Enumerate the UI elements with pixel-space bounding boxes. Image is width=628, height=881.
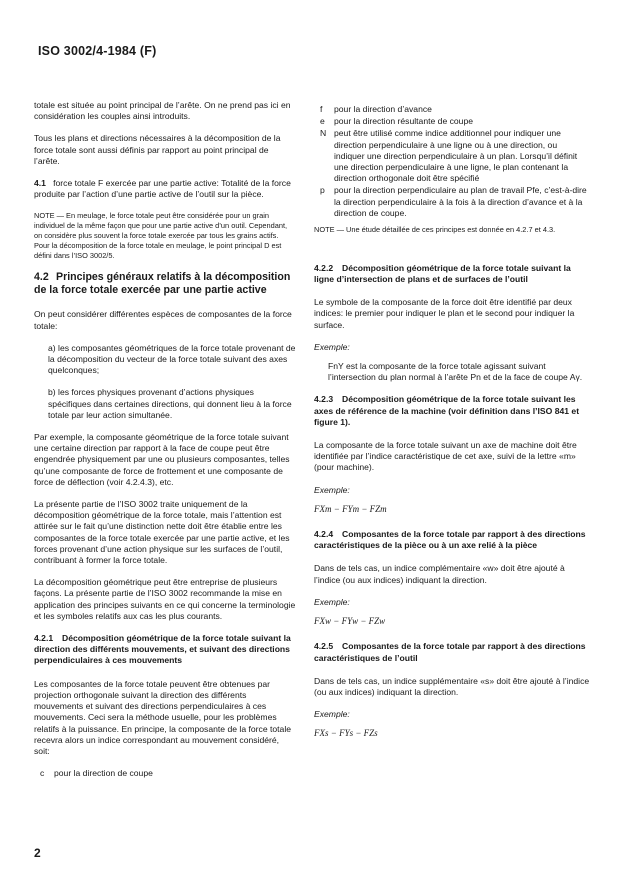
- list-item-a: a) les composantes géométriques de la force totale provenant de la décomposition du vecteur de la force totale suivant des axes quelconques;: [48, 342, 296, 376]
- list-key: p: [320, 185, 325, 196]
- list-key: N: [320, 128, 327, 139]
- list-item: [320, 116, 590, 127]
- paragraph: On peut considérer différentes espèces de composantes de la force totale:: [34, 309, 292, 331]
- example-label: [314, 597, 590, 608]
- paragraph: Le symbole de la composante de la force doit être identifié par deux indices: le premier pour indiquer le plan et le second pour indiquer la surface.: [314, 297, 575, 330]
- formula: FXs − FYs − FZs: [314, 728, 378, 739]
- formula: FXm − FYm − FZm: [314, 503, 387, 514]
- section-heading: [34, 633, 296, 667]
- paragraph: Tous les plans et directions nécessaires à la décomposition de la force totale sont aussi définis par rapport au point principal de l’arête.: [34, 133, 281, 166]
- paragraph: La décomposition géométrique peut être entreprise de plusieurs façons. La présente partie de l’ISO 3002 recommande la mise en application des principes suivants en ce qui concerne la terminologie et les symboles relatifs aux cas les plus courants.: [34, 577, 296, 621]
- example-label-text: Exemple:: [314, 596, 350, 607]
- section-number: 4.2.3: [314, 394, 334, 405]
- section-number: 4.2.1: [34, 633, 54, 644]
- section-4-1-text: force totale F exercée par une partie active: Totalité de la force produite par l’action d’une partie active de l’outil sur la pièce.: [34, 178, 291, 200]
- right-column: [314, 100, 590, 754]
- section-title: Composantes de la force totale par rapport à des directions caractéristiques de l’outil: [314, 641, 586, 663]
- section-heading: [34, 271, 296, 297]
- section-heading: [314, 641, 590, 663]
- list-item: [320, 128, 590, 184]
- section-number: 4.2: [34, 271, 49, 284]
- list-key: e: [320, 116, 325, 127]
- section-title: Décomposition géométrique de la force totale suivant la direction des différents mouvements, et suivant des directions perpendiculaires à ces mouvements: [34, 633, 291, 666]
- example-label-text: Exemple:: [314, 341, 350, 352]
- list-item-b: b) les forces physiques provenant d’actions physiques spécifiques dans certaines directions, qui donnent lieu à la force totale par leur action simultanée.: [48, 387, 292, 420]
- index-list: [320, 104, 590, 219]
- section-title: Décomposition géométrique de la force totale suivant les axes de référence de la machine (voir définition dans l’ISO 841 et figure 1).: [314, 394, 580, 427]
- section-number: 4.2.2: [314, 262, 334, 273]
- example-text: FnY est la composante de la force totale agissant suivant l’intersection du plan normal à l’arête Pn et de la face de coupe Aγ.: [328, 361, 583, 383]
- section-number: 4.2.4: [314, 529, 334, 540]
- paragraph: Dans de tels cas, un indice complémentaire «w» doit être ajouté à l’indice (ou aux indices) indiquant la direction.: [314, 563, 565, 585]
- example-label: [314, 342, 590, 353]
- list-item: [320, 104, 590, 115]
- section-heading: [314, 263, 590, 285]
- page-header: ISO 3002/4-1984 (F): [38, 44, 157, 58]
- left-column: [34, 100, 296, 780]
- example-label: [314, 485, 590, 496]
- note: NOTE — En meulage, le force totale peut être considérée pour un grain individuel de la même façon que pour une partie active d’un outil. Cependant, on considère plus souvent la force totale exercée par tous les grains actifs. Pour la décomposition de la force totale en meulage, le point principal D est défini dans l’ISO 3002/5.: [34, 211, 288, 260]
- formula: FXw − FYw − FZw: [314, 616, 386, 627]
- list-value: pour la direction perpendiculaire au plan de travail Pfe, c’est-à-dire la direction perpendiculaire à la fois à la direction d’avance et à la direction de coupe.: [334, 185, 587, 218]
- list-value: peut être utilisé comme indice additionnel pour indiquer une direction perpendiculaire à une ligne ou à une direction, ou indiquer une direction perpendiculaire à un plan. Lorsqu’il définit une direction perpendiculaire à une ligne, le plan contenant la direction orthogonale doit être spécifié: [334, 128, 578, 184]
- section-heading: [314, 394, 590, 428]
- example-label-text: Exemple:: [314, 484, 350, 495]
- section-title: Décomposition géométrique de la force totale suivant la ligne d’intersection de plans et de surfaces de l’outil: [314, 262, 571, 285]
- page-number: 2: [34, 846, 41, 860]
- list-value: pour la direction de coupe: [54, 768, 153, 779]
- section-heading: [314, 529, 590, 551]
- paragraph: totale est située au point principal de l’arête. On ne prend pas ici en considération les couples ainsi introduits.: [34, 100, 291, 122]
- paragraph: Par exemple, la composante géométrique de la force totale suivant une certaine direction par rapport à la face de coupe peut être engendrée physiquement par une ou plusieurs composantes, telles qu’une composante de force de frottement et une composante de force de déflection (voir 4.2.4.3), etc.: [34, 432, 290, 487]
- section-4-1: [34, 178, 296, 200]
- list-item: [320, 185, 590, 219]
- section-title: Principes généraux relatifs à la décomposition de la force totale exercée par une partie active: [34, 271, 291, 297]
- note: NOTE — Une étude détaillée de ces principes est donnée en 4.2.7 et 4.3.: [314, 225, 556, 235]
- section-title: Composantes de la force totale par rapport à des directions caractéristiques de la pièce ou à un axe relié à la pièce: [314, 529, 586, 551]
- list-item: [40, 768, 296, 779]
- paragraph: Dans de tels cas, un indice supplémentaire «s» doit être ajouté à l’indice (ou aux indices) indiquant la direction.: [314, 675, 590, 697]
- list-key: c: [40, 768, 45, 779]
- list-value: pour la direction d’avance: [334, 104, 432, 114]
- example-label-text: Exemple:: [314, 709, 350, 720]
- example-label: [314, 709, 590, 720]
- list-value: pour la direction résultante de coupe: [334, 116, 474, 127]
- section-number: 4.2.5: [314, 641, 334, 652]
- paragraph: La présente partie de l’ISO 3002 traite uniquement de la décomposition géométrique de la force totale, mais l’attention est attirée sur le fait qu’une distinction nette doit être établie entre les composantes de la force totale exercée par une partie active, et les forces provenant d’une action physique sur les surfaces de l’outil, contribuant à former la force totale.: [34, 499, 290, 566]
- paragraph: Les composantes de la force totale peuvent être obtenues par projection orthogonale suivant la direction des différents mouvements et suivant des directions perpendiculaires à ces mouvements. Ceci sera la méthode usuelle, pour les problèmes relatifs à la puissance. En principe, la composante de la force totale recevra alors un indice correspondant au mouvement considéré, soit:: [34, 678, 292, 756]
- list-key: f: [320, 104, 323, 114]
- paragraph: La composante de la force totale suivant un axe de machine doit être identifiée par l’indice caractéristique de cet axe, suivi de la lettre «m» (pour machine).: [314, 440, 577, 473]
- section-number: 4.1: [34, 178, 46, 189]
